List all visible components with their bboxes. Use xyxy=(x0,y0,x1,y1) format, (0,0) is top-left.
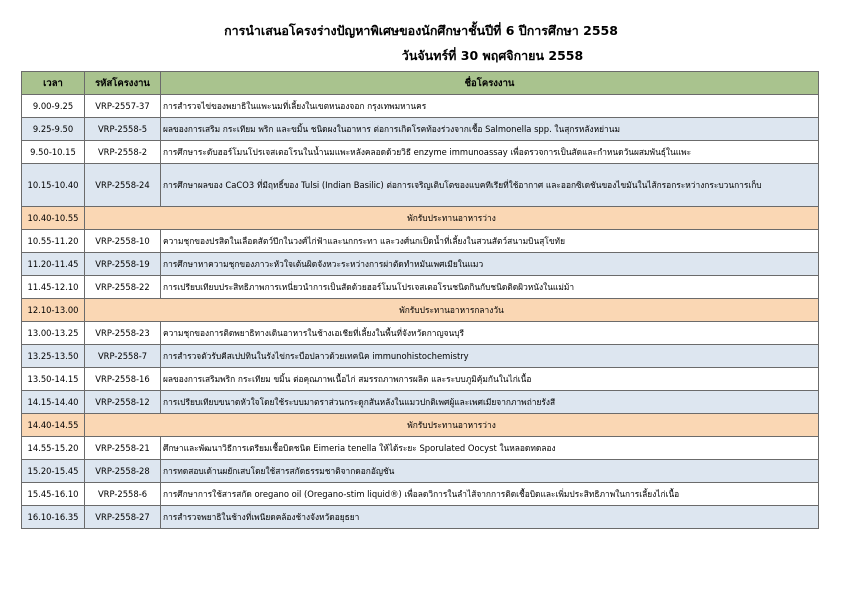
row-time: 9.00-9.25 xyxy=(22,95,85,118)
row-code: VRP-2558-22 xyxy=(85,276,161,299)
table-row xyxy=(22,345,819,368)
row-time: 14.40-14.55 xyxy=(22,414,85,437)
row-project-name: ผลของการเสริมพริก กระเทียม ขมิ้น ต่อคุณภาพเนื้อไก่ สมรรถภาพการผลิต และระบบภูมิคุ้มกันในไก่เนื้อ xyxy=(161,368,819,391)
row-time: 10.40-10.55 xyxy=(22,207,85,230)
column-header-time: เวลา xyxy=(22,72,85,95)
row-code: VRP-2557-37 xyxy=(85,95,161,118)
row-code: VRP-2558-21 xyxy=(85,437,161,460)
row-project-name: การสำรวจตัวรับคีสเปปทินในรังไข่กระบือปลาวด้วยเทคนิค immunohistochemistry xyxy=(161,345,819,368)
row-code: VRP-2558-5 xyxy=(85,118,161,141)
row-time: 16.10-16.35 xyxy=(22,506,85,529)
row-project-name: ความชุกของการติดพยาธิทางเดินอาหารในช้างเอเชียที่เลี้ยงในพื้นที่จังหวัดกาญจนบุรี xyxy=(161,322,819,345)
break-row xyxy=(22,414,819,437)
row-time: 14.15-14.40 xyxy=(22,391,85,414)
row-project-name: ความชุกของปรสิตในเลือดสัตว์ปีกในวงศ์ไก่ฟ้าและนกกระทา และวงศ์นกเป็ดน้ำที่เลี้ยงในสวนสัตว์สนามบินสุโขทัย xyxy=(161,230,819,253)
row-code: VRP-2558-23 xyxy=(85,322,161,345)
row-project-name: การศึกษาผลของ CaCO3 ที่มีฤทธิ์ของ Tulsi (Indian Basilic) ต่อการเจริญเติบโตของแบคทีเรียที่ใช้อากาศ และออกซิเดชันของไขมันในไส้กรอกระหว่างกระบวนการเก็บ xyxy=(161,164,819,207)
table-row xyxy=(22,141,819,164)
table-row xyxy=(22,230,819,253)
row-code: VRP-2558-2 xyxy=(85,141,161,164)
row-time: 9.50-10.15 xyxy=(22,141,85,164)
row-code: VRP-2558-10 xyxy=(85,230,161,253)
row-project-name: ศึกษาและพัฒนาวิธีการเตรียมเชื้อบิดชนิด Eimeria tenella ให้ได้ระยะ Sporulated Oocyst ในหลอดทดลอง xyxy=(161,437,819,460)
row-time: 12.10-13.00 xyxy=(22,299,85,322)
row-code: VRP-2558-24 xyxy=(85,164,161,207)
row-time: 10.15-10.40 xyxy=(22,164,85,207)
row-project-name: การศึกษาการใช้สารสกัด oregano oil (Oregano-stim liquid®) เพื่อลดวิการในลำไส้จากการติดเชื้อบิดและเพิ่มประสิทธิภาพในการเลี้ยงไก่เนื้อ xyxy=(161,483,819,506)
column-header-code: รหัสโครงงาน xyxy=(85,72,161,95)
row-code: VRP-2558-7 xyxy=(85,345,161,368)
row-time: 13.25-13.50 xyxy=(22,345,85,368)
break-row xyxy=(22,207,819,230)
row-code: VRP-2558-12 xyxy=(85,391,161,414)
row-time: 11.45-12.10 xyxy=(22,276,85,299)
table-row xyxy=(22,483,819,506)
table-row xyxy=(22,368,819,391)
table-row xyxy=(22,437,819,460)
row-project-name: การเปรียบเทียบประสิทธิภาพการเหนี่ยวนำการเป็นสัดด้วยฮอร์โมนโปรเจสเตอโรนชนิดกินกับชนิดติดผิวหนังในแม่ม้า xyxy=(161,276,819,299)
row-project-name: การศึกษาหาความชุกของภาวะหัวใจเต้นผิดจังหวะระหว่างการผ่าตัดทำหมันเพศเมียในแมว xyxy=(161,253,819,276)
break-label: พักรับประทานอาหารว่าง xyxy=(85,414,819,437)
row-project-name: ผลของการเสริม กระเทียม พริก และขมิ้น ชนิดผงในอาหาร ต่อการเกิดโรคท้องร่วงจากเชื้อ Salmonella spp. ในสุกรหลังหย่านม xyxy=(161,118,819,141)
break-label: พักรับประทานอาหารว่าง xyxy=(85,207,819,230)
table-row xyxy=(22,118,819,141)
row-code: VRP-2558-6 xyxy=(85,483,161,506)
table-row xyxy=(22,164,819,207)
table-row xyxy=(22,391,819,414)
page-date: วันจันทร์ที่ 30 พฤศจิกายน 2558 xyxy=(401,48,584,63)
table-row xyxy=(22,460,819,483)
break-row xyxy=(22,299,819,322)
row-project-name: การสำรวจพยาธิในช้างที่เพนียดคล้องช้างจังหวัดอยุธยา xyxy=(161,506,819,529)
row-time: 11.20-11.45 xyxy=(22,253,85,276)
row-time: 13.50-14.15 xyxy=(22,368,85,391)
row-time: 14.55-15.20 xyxy=(22,437,85,460)
row-project-name: การเปรียบเทียบขนาดหัวใจโดยใช้ระบบมาตราส่วนกระดูกสันหลังในแมวปกติเพศผู้และเพศเมียจากภาพถ่ายรังสี xyxy=(161,391,819,414)
table-row xyxy=(22,253,819,276)
row-project-name: การทดสอบเด้านผยักเสบโดยใช้สารสกัดธรรมชาติจากดอกอัญชัน xyxy=(161,460,819,483)
schedule-table xyxy=(21,71,819,529)
row-time: 10.55-11.20 xyxy=(22,230,85,253)
row-code: VRP-2558-16 xyxy=(85,368,161,391)
table-row xyxy=(22,506,819,529)
row-time: 15.20-15.45 xyxy=(22,460,85,483)
row-code: VRP-2558-19 xyxy=(85,253,161,276)
row-time: 15.45-16.10 xyxy=(22,483,85,506)
row-project-name: การสำรวจไข่ของพยาธิในแพะนมที่เลี้ยงในเขตหนองจอก กรุงเทพมหานคร xyxy=(161,95,819,118)
break-label: พักรับประทานอาหารกลางวัน xyxy=(85,299,819,322)
page-title: การนำเสนอโครงร่างปัญหาพิเศษของนักศึกษาชั้นปีที่ 6 ปีการศึกษา 2558 xyxy=(224,23,618,38)
table-row xyxy=(22,95,819,118)
row-time: 9.25-9.50 xyxy=(22,118,85,141)
row-project-name: การศึกษาระดับฮอร์โมนโปรเจสเตอโรนในน้ำนมแพะหลังคลอดด้วยวิธี enzyme immunoassay เพื่อตรวจการเป็นสัดและกำหนดวันผสมพันธุ์ในแพะ xyxy=(161,141,819,164)
table-header-row xyxy=(22,72,819,95)
table-row xyxy=(22,322,819,345)
column-header-name: ชื่อโครงงาน xyxy=(161,72,819,95)
row-time: 13.00-13.25 xyxy=(22,322,85,345)
row-code: VRP-2558-27 xyxy=(85,506,161,529)
row-code: VRP-2558-28 xyxy=(85,460,161,483)
table-row xyxy=(22,276,819,299)
